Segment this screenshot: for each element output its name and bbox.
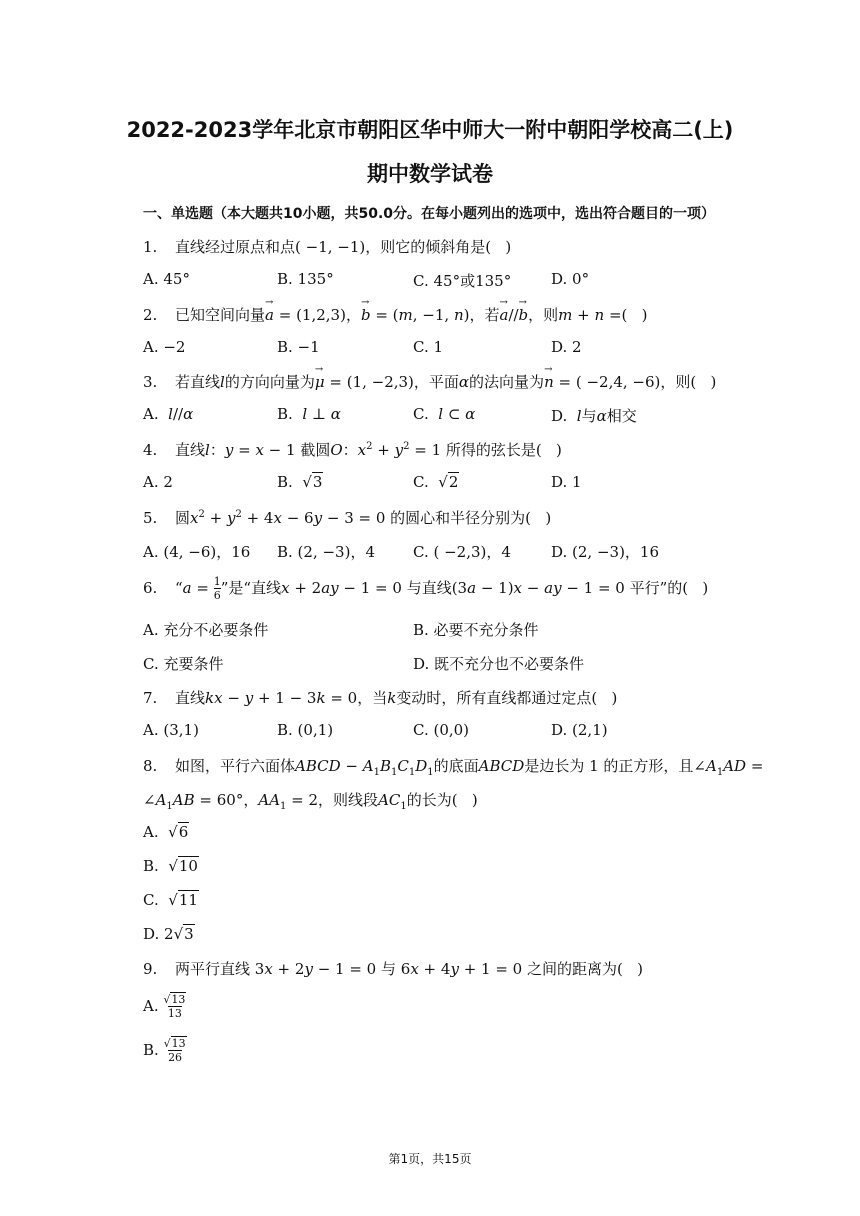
q4-option-b: B. √3 xyxy=(277,473,323,491)
q3-option-d: D. l与α相交 xyxy=(551,407,637,425)
q4-option-a: A. 2 xyxy=(143,473,173,491)
question-3: 3. 若直线l的方向向量为→ μ = (1, −2,3)，平面α的法向量为→ n = ( −2,4, −6)，则( ) xyxy=(143,371,716,392)
q2-option-a: A. −2 xyxy=(143,338,186,356)
q5-option-c: C. ( −2,3)，4 xyxy=(413,543,511,561)
exam-title-line2: 期中数学试卷 xyxy=(367,162,493,186)
q3-option-a: A. l//α xyxy=(143,405,194,423)
q3-option-b: B. l ⊥ α xyxy=(277,405,341,423)
question-1: 1. 直线经过原点和点( −1, −1)，则它的倾斜角是( ) xyxy=(143,238,512,256)
page-footer: 第1页，共15页 xyxy=(388,1152,472,1166)
q2-option-b: B. −1 xyxy=(277,338,320,356)
question-8-continued: $\angle A_1AB = 60^\circ$，$AA_1 = 2$，则线段$AC_1$的长为( ) xyxy=(143,791,478,812)
q5-option-d: D. (2, −3)，16 xyxy=(551,543,660,561)
exam-title-line1: 2022-2023学年北京市朝阳区华中师大一附中朝阳学校高二(上) xyxy=(126,118,734,142)
q2-option-c: C. 1 xyxy=(413,338,444,356)
question-6: 6. “a = $\frac{1}{6}$ ”是“直线x + 2ay − 1 = 0 与直线(3a − 1)x − ay − 1 = 0 平行”的( ) xyxy=(143,575,709,602)
q7-option-c: C. (0,0) xyxy=(413,721,470,739)
q4-option-d: D. 1 xyxy=(551,473,582,491)
q1-option-d: D. 0° xyxy=(551,270,590,288)
question-5: 5. 圆$x^2 + y^2 + 4x - 6y - 3 = 0$ 的圆心和半径分别为( ) xyxy=(143,509,552,527)
question-2: 2. 已知空间向量→ a = (1,2,3)，→ b = (m, −1, n)，若→ a//→ b，则m + n =( ) xyxy=(143,304,648,325)
q6-option-a: A. 充分不必要条件 xyxy=(143,621,269,639)
q2-option-d: D. 2 xyxy=(551,338,582,356)
question-8: 8. 如图，平行六面体ABCD − $A_1B_1C_1D_1$的底面ABCD是边长为 1 的正方形，且$\angle A_1AD$ = xyxy=(143,757,764,778)
q1-option-a: A. 45° xyxy=(143,270,190,288)
q3-option-c: C. l ⊂ α xyxy=(413,405,476,423)
q8-option-b: B. √10 xyxy=(143,857,198,875)
q7-option-b: B. (0,1) xyxy=(277,721,334,739)
q5-option-b: B. (2, −3)，4 xyxy=(277,543,375,561)
q7-option-a: A. (3,1) xyxy=(143,721,199,739)
q8-option-a: A. √6 xyxy=(143,823,189,841)
q1-option-b: B. 135° xyxy=(277,270,334,288)
question-4: 4. 直线l：y = x − 1 截圆O：$x^2 + y^2 = 1$ 所得的弦长是( ) xyxy=(143,441,562,459)
q9-option-b: B. $\frac{√13}{26}$ xyxy=(143,1037,186,1064)
section-heading: 一、单选题（本大题共10小题，共50.0分。在每小题列出的选项中，选出符合题目的一项） xyxy=(143,206,716,222)
q5-option-a: A. (4, −6)，16 xyxy=(143,543,251,561)
question-9: 9. 两平行直线 3x + 2y − 1 = 0 与 6x + 4y + 1 = 0 之间的距离为( ) xyxy=(143,960,643,978)
q6-option-b: B. 必要不充分条件 xyxy=(413,621,539,639)
q4-option-c: C. √2 xyxy=(413,473,459,491)
question-7: 7. 直线kx − y + 1 − 3k = 0，当k变动时，所有直线都通过定点( ) xyxy=(143,689,618,707)
q6-option-d: D. 既不充分也不必要条件 xyxy=(413,655,585,673)
q8-option-d: D. 2√3 xyxy=(143,925,194,943)
q8-option-c: C. √11 xyxy=(143,891,198,909)
q9-option-a: A. $\frac{√13}{13}$ xyxy=(143,993,186,1020)
q6-option-c: C. 充要条件 xyxy=(143,655,224,673)
q1-option-c: C. 45°或135° xyxy=(413,272,512,290)
q7-option-d: D. (2,1) xyxy=(551,721,608,739)
